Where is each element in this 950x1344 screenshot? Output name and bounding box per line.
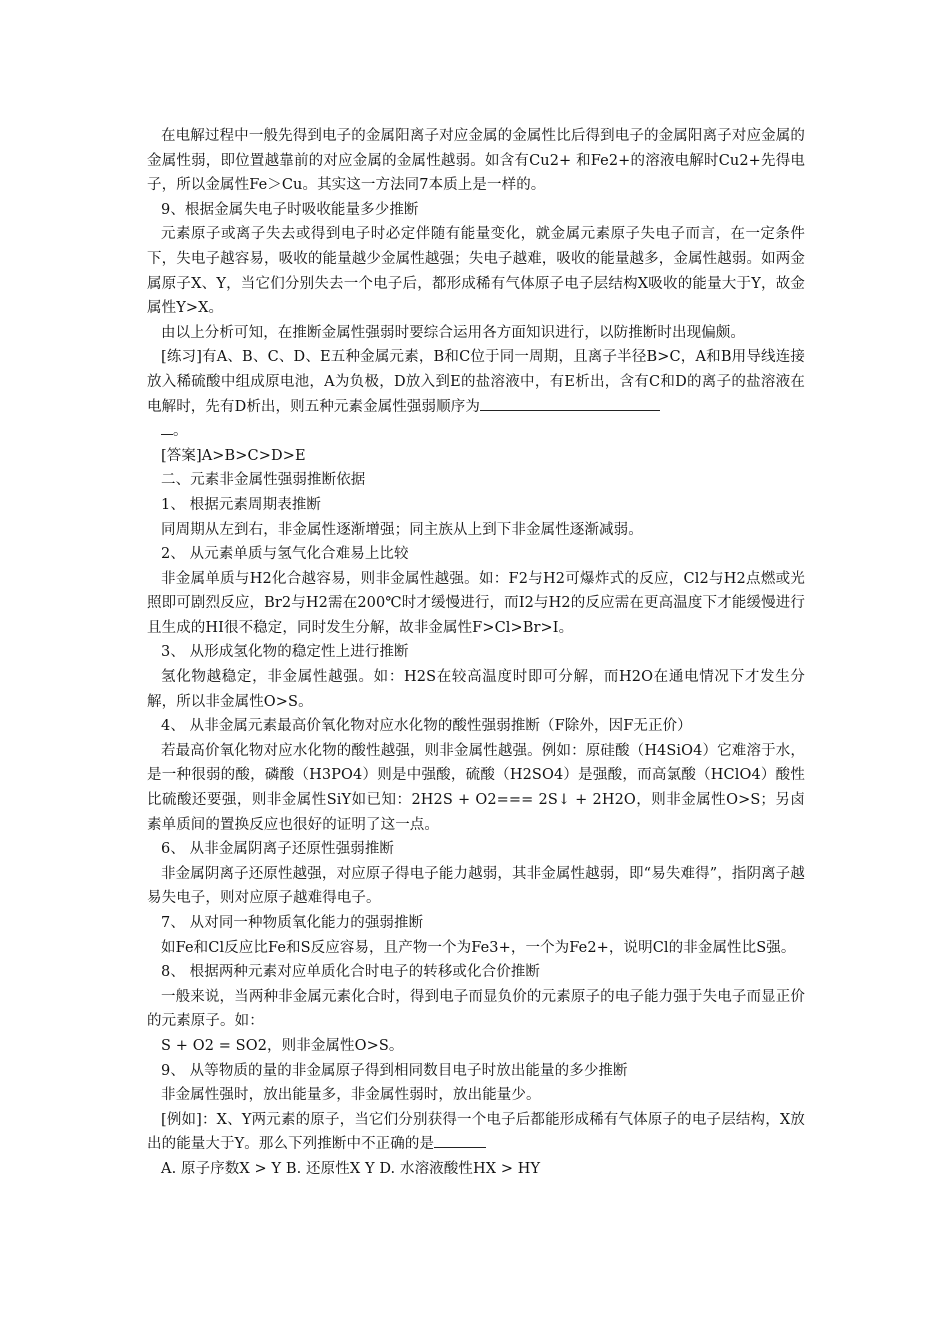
heading-item-9b: 9、 从等物质的量的非金属原子得到相同数目电子时放出能量的多少推断	[161, 1062, 628, 1079]
paragraph-anion-reduction: 非金属阴离子还原性越强，对应原子得电子能力越弱，其非金属性越弱，即“易失难得”，指阴离子越易失电子，则对应原子越难得电子。	[147, 865, 805, 907]
heading-item-2: 2、 从元素单质与氢气化合难易上比较	[161, 546, 409, 563]
answer-blank-continuation	[161, 419, 173, 435]
paragraph-valence: 一般来说，当两种非金属元素化合时，得到电子而显负价的元素原子的电子能力强于失电子而显正价的元素原子。如：	[147, 988, 805, 1030]
heading-item-9: 9、根据金属失电子时吸收能量多少推断	[161, 201, 419, 218]
heading-item-1: 1、 根据元素周期表推断	[161, 496, 322, 513]
paragraph-summary: 由以上分析可知，在推断金属性强弱时要综合运用各方面知识进行，以防推断时出现偏颇。	[161, 324, 745, 341]
paragraph-ionization-energy: 元素原子或离子失去或得到电子时必定伴随有能量变化，就金属元素原子失电子而言，在一定条件下，失电子越容易，吸收的能量越少金属性越强；失电子越难，吸收的能量越多，金属性越弱。如两金属原子X、Y，当它们分别失去一个电子后，都形成稀有气体原子电子层结构X吸收的能量大于Y，故金属性Y>X。	[147, 226, 805, 317]
paragraph-electrolysis: 在电解过程中一般先得到电子的金属阳离子对应金属的金属性比后得到电子的金属阳离子对应金属的金属性弱，即位置越靠前的对应金属的金属性越弱。如含有Cu2+ 和Fe2+的溶液电解时Cu2+先得电子，所以金属性Fe＞Cu。其实这一方法同7本质上是一样的。	[147, 128, 805, 194]
paragraph-oxidation: 如Fe和Cl反应比Fe和S反应容易，且产物一个为Fe3+，一个为Fe2+，说明Cl的非金属性比S强。	[161, 939, 796, 956]
document-body	[147, 124, 805, 1182]
paragraph-hydrogen-reaction: 非金属单质与H2化合越容易，则非金属性越强。如：F2与H2可爆炸式的反应，Cl2与H2点燃或光照即可剧烈反应，Br2与H2需在200℃时才缓慢进行，而I2与H2的反应需在更高温度下才能缓慢进行且生成的HI很不稳定，同时发生分解，故非金属性F>Cl>Br>I。	[147, 570, 805, 636]
example-blank	[434, 1132, 486, 1148]
example-options: A. 原子序数X > Y B. 还原性X Y D. 水溶液酸性HX > HY	[161, 1160, 541, 1177]
answer-blank	[480, 395, 660, 411]
paragraph-energy-release: 非金属性强时，放出能量多，非金属性弱时，放出能量少。	[161, 1087, 541, 1104]
exercise-tail-line	[147, 419, 805, 444]
exercise-text: [练习]有A、B、C、D、E五种金属元素，B和C位于同一周期，且离子半径B>C，A和B用导线连接放入稀硫酸中组成原电池，A为负极，D放入到E的盐溶液中，有E析出，含有C和D的离子的盐溶液在电解时，先有D析出，则五种元素金属性强弱顺序为	[147, 349, 805, 415]
paragraph-hydride-stability: 氢化物越稳定，非金属性越强。如：H2S在较高温度时即可分解，而H2O在通电情况下才发生分解，所以非金属性O>S。	[147, 669, 805, 710]
heading-item-8: 8、 根据两种元素对应单质化合时电子的转移或化合价推断	[161, 964, 541, 981]
section-heading-nonmetal: 二、元素非金属性强弱推断依据	[161, 472, 366, 489]
heading-item-6: 6、 从非金属阴离子还原性强弱推断	[161, 841, 395, 858]
example-paragraph	[147, 1108, 805, 1157]
exercise-tail: 。	[173, 423, 188, 440]
example-text: [例如]：X、Y两元素的原子，当它们分别获得一个电子后都能形成稀有气体原子的电子层结构，X放出的能量大于Y。那么下列推断中不正确的是	[147, 1111, 805, 1153]
equation-line: S + O2 = SO2，则非金属性O>S。	[161, 1037, 404, 1054]
paragraph-periodic-table: 同周期从左到右，非金属性逐渐增强；同主族从上到下非金属性逐渐减弱。	[161, 521, 643, 538]
exercise-paragraph	[147, 345, 805, 419]
heading-item-4: 4、 从非金属元素最高价氧化物对应水化物的酸性强弱推断（F除外，因F无正价）	[161, 718, 692, 735]
exercise-answer: [答案]A>B>C>D>E	[161, 447, 306, 464]
paragraph-acid-strength: 若最高价氧化物对应水化物的酸性越强，则非金属性越强。例如：原硅酸（H4SiO4）它难溶于水，是一种很弱的酸，磷酸（H3PO4）则是中强酸，硫酸（H2SO4）是强酸，而高氯酸（HClO4）酸性比硫酸还要强，则非金属性SiY如已知：2H2S + O2=== 2S↓ + 2H2O，则非金属性O>S；另卤素单质间的置换反应也很好的证明了这一点。	[147, 742, 805, 833]
heading-item-7: 7、 从对同一种物质氧化能力的强弱推断	[161, 915, 424, 931]
heading-item-3: 3、 从形成氢化物的稳定性上进行推断	[161, 644, 409, 661]
